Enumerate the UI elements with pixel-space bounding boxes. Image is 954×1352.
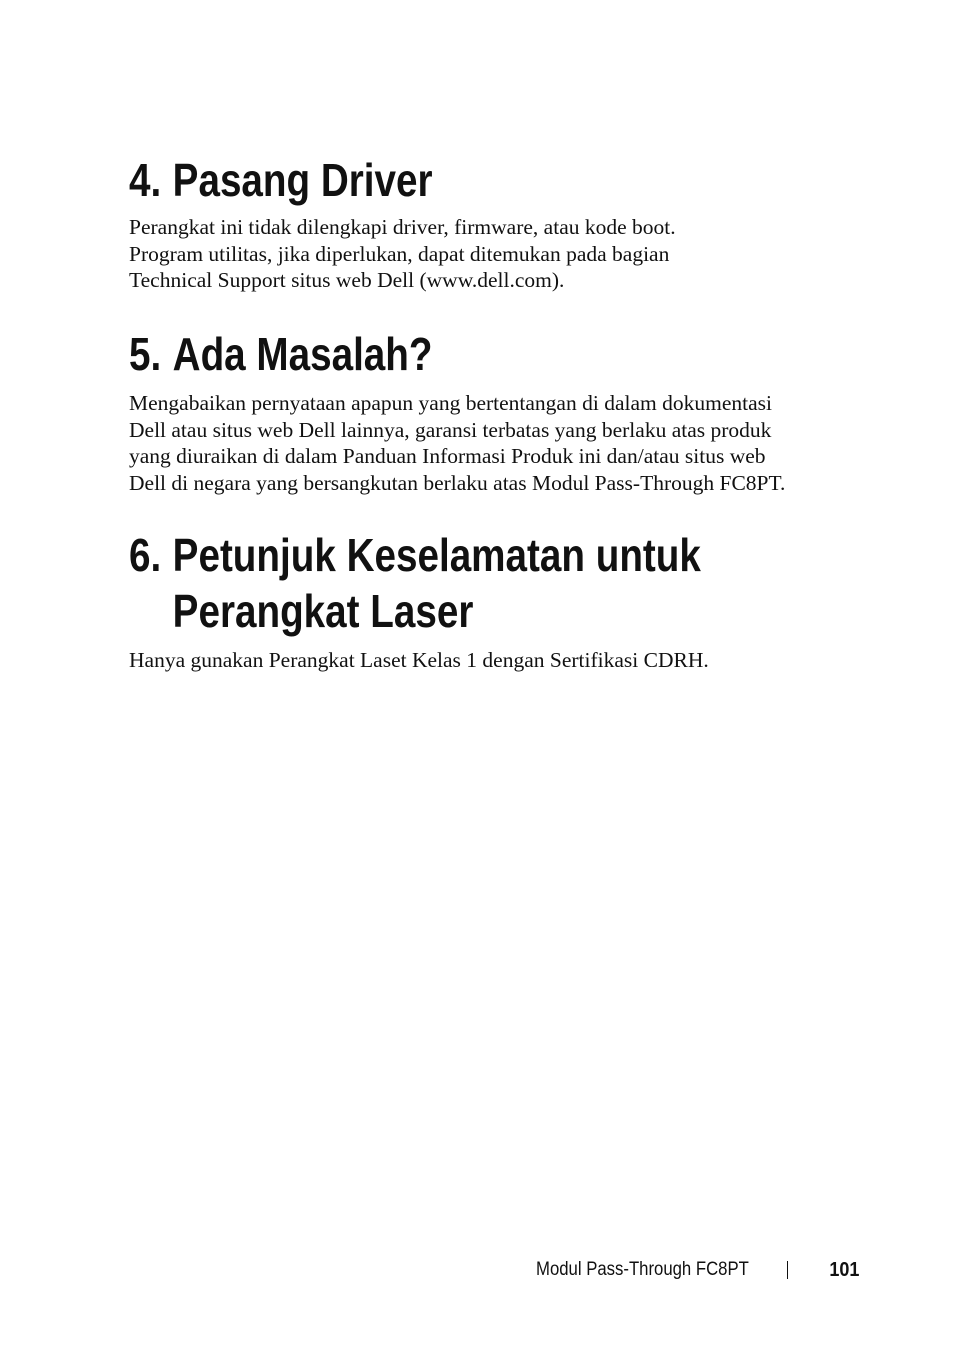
section-number: 6. (129, 529, 162, 581)
section-heading (129, 152, 751, 208)
section-number: 4. (129, 154, 162, 206)
section-pasang-driver (129, 152, 869, 294)
section-heading (129, 527, 751, 639)
section-title: Petunjuk Keselamatan untuk Perangkat Laser (172, 529, 701, 637)
page-footer (507, 1256, 859, 1284)
section-title: Pasang Driver (172, 154, 433, 206)
section-number: 5. (129, 328, 162, 380)
footer-doc-title: Modul Pass-Through FC8PT (535, 1259, 749, 1280)
page-number: 101 (828, 1258, 859, 1281)
section-petunjuk-keselamatan (129, 527, 869, 674)
section-title: Ada Masalah? (172, 328, 433, 380)
section-ada-masalah (129, 326, 869, 496)
section-body: Hanya gunakan Perangkat Laset Kelas 1 dengan Sertifikasi CDRH. (129, 648, 709, 672)
section-body: Perangkat ini tidak dilengkapi driver, firmware, atau kode boot. Program utilitas, jika diperlukan, dapat ditemukan pada bagian Technical Support situs web Dell (www.dell.com). (129, 215, 676, 292)
footer-divider (787, 1261, 788, 1279)
section-heading (129, 326, 751, 382)
section-body: Mengabaikan pernyataan apapun yang bertentangan di dalam dokumentasi Dell atau situs web Dell lainnya, garansi terbatas yang berlaku atas produk yang diuraikan di dalam Panduan Informasi Produk ini dan/atau situs web Dell di negara yang bersangkutan berlaku atas Modul Pass-Through FC8PT. (129, 391, 786, 495)
